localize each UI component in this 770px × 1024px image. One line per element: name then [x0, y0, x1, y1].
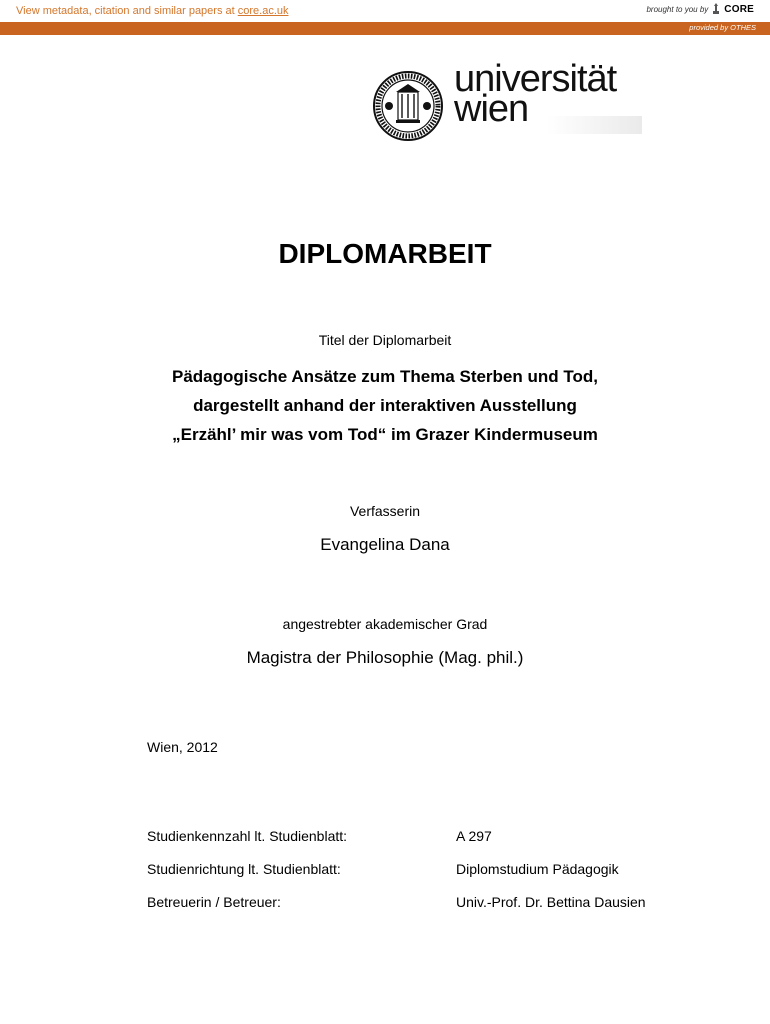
core-link[interactable]: core.ac.uk — [237, 5, 289, 17]
author-label: Verfasserin — [349, 503, 421, 519]
university-wordmark — [454, 58, 617, 130]
core-metadata-text — [16, 5, 289, 17]
core-icon — [711, 3, 721, 15]
title-label: Titel der Diplomarbeit — [318, 332, 452, 348]
meta-value: A 297 — [456, 828, 492, 844]
brought-to-you-label: brought to you by — [646, 4, 709, 14]
meta-key: Studienkennzahl lt. Studienblatt: — [147, 828, 348, 844]
meta-value: Univ.-Prof. Dr. Bettina Dausien — [456, 894, 646, 910]
university-seal-icon — [372, 70, 444, 142]
university-logo — [372, 58, 642, 142]
thesis-title-line: „Erzähl’ mir was vom Tod“ im Grazer Kindermuseum — [172, 425, 598, 444]
academic-degree: Magistra der Philosophie (Mag. phil.) — [246, 648, 524, 667]
meta-value: Diplomstudium Pädagogik — [456, 861, 619, 877]
core-metadata-label: View metadata, citation and similar papers at — [16, 5, 238, 17]
wordmark-line2: wien — [454, 88, 529, 130]
thesis-title — [0, 362, 770, 449]
place-year: Wien, 2012 — [147, 739, 218, 755]
document-heading: DIPLOMARBEIT — [278, 238, 492, 269]
core-provider-bar — [0, 22, 770, 35]
grade-label: angestrebter akademischer Grad — [282, 616, 488, 632]
meta-key: Betreuerin / Betreuer: — [147, 894, 281, 910]
logo-shade — [547, 116, 642, 134]
thesis-title-line: Pädagogische Ansätze zum Thema Sterben und Tod, — [171, 367, 598, 386]
core-logo-text: CORE — [724, 3, 754, 15]
meta-key: Studienrichtung lt. Studienblatt: — [147, 861, 341, 877]
wordmark-line1: universität — [454, 58, 617, 100]
thesis-title-line: dargestellt anhand der interaktiven Ausstellung — [193, 396, 577, 415]
provided-by-label: provided by OTHES — [689, 23, 756, 32]
core-banner — [0, 0, 770, 22]
core-brought-by[interactable] — [646, 3, 754, 15]
author-name: Evangelina Dana — [320, 535, 450, 554]
